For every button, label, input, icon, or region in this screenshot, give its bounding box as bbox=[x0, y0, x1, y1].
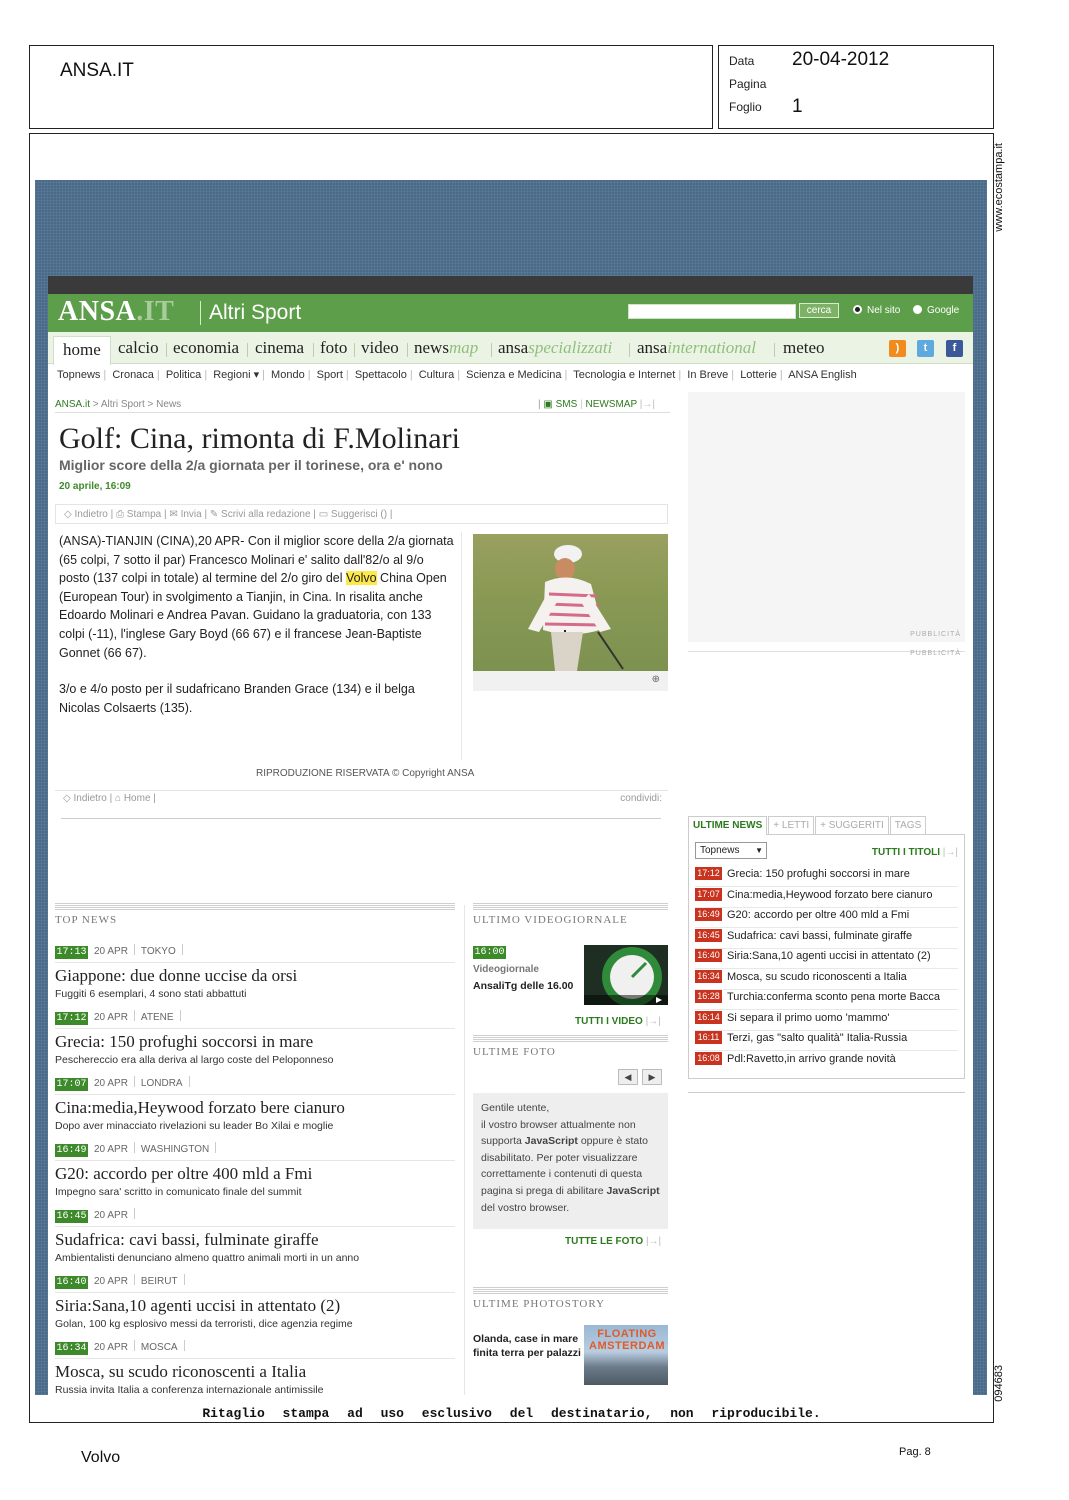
subnav-regioni[interactable]: Regioni ▾ bbox=[213, 369, 260, 381]
sms-icon: ▣ bbox=[543, 399, 553, 410]
tool-invia[interactable]: Invia bbox=[180, 509, 202, 520]
top-news-title[interactable]: Grecia: 150 profughi soccorsi in mare bbox=[55, 1032, 314, 1051]
back-icon: ◇ bbox=[64, 509, 72, 520]
right-column-rule bbox=[688, 1092, 965, 1093]
ad-label: PUBBLICITÀ bbox=[910, 650, 961, 657]
nav-newsmap[interactable]: newsmap bbox=[414, 338, 479, 357]
top-news-desc: Golan, 100 kg esplosivo messi da terroristi, dice agenzia regime bbox=[55, 1318, 353, 1330]
time-badge: 16:08 bbox=[695, 1052, 722, 1065]
article-photo[interactable] bbox=[473, 534, 668, 671]
home-icon: ⌂ bbox=[115, 793, 122, 804]
radio-nel-sito[interactable]: Nel sito bbox=[853, 305, 900, 316]
nav-divider bbox=[407, 343, 408, 357]
top-news-item[interactable]: 17:07 20 APR LONDRA Cina:media,Heywood forzato bere cianuro Dopo aver minacciato rivelazioni su leader Bo Xilai e moglie bbox=[55, 1076, 455, 1132]
tab-letti[interactable]: + LETTI bbox=[768, 816, 814, 835]
latest-news-item[interactable]: 16:34 Mosca, su scudo riconoscenti a Italia bbox=[695, 970, 958, 990]
photo-pager bbox=[614, 1067, 662, 1085]
nav-divider bbox=[313, 343, 314, 357]
top-news-desc: Dopo aver minacciato rivelazioni su leader Bo Xilai e moglie bbox=[55, 1120, 334, 1132]
time-badge: 16:00 bbox=[474, 947, 505, 958]
nav-foto[interactable]: foto bbox=[320, 338, 348, 357]
top-news-heading: TOP NEWS bbox=[55, 903, 455, 925]
highlight-keyword: Volvo bbox=[345, 571, 377, 586]
top-news-title[interactable]: Siria:Sana,10 agenti uccisi in attentato (2) bbox=[55, 1296, 341, 1315]
category-select[interactable]: Topnews ▼ bbox=[695, 842, 767, 859]
comment-icon: ▭ bbox=[318, 509, 329, 520]
video-title[interactable]: AnsaliTg delle 16.00 bbox=[473, 980, 574, 992]
ad-banner-top[interactable] bbox=[688, 392, 965, 642]
top-news-item[interactable]: 16:45 20 APR Sudafrica: cavi bassi, fulminate giraffe Ambientalisti denunciano almeno quattro animali morti in un anno bbox=[55, 1208, 455, 1264]
radio-google[interactable]: Google bbox=[913, 305, 959, 316]
top-news-desc: Russia invita Italia a conferenza internazionale antimissile bbox=[55, 1384, 324, 1395]
article-paragraph: (ANSA)-TIANJIN (CINA),20 APR- Con il miglior score della 2/a giornata (65 colpi, 7 sotto il par) Francesco Molinari e' salito dall'82/o al 9/o posto (137 colpi in totale) al termine del 2/o giro del Volvo China Open (European Tour) in svolgimento a Tianjin, in Cina. In risalita anche Edoardo Molinari e Andrea Pavan. Guidano la graduatoria, con 133 colpi (-11), l'inglese Gary Boyd (66 67) e il francese Jean-Baptiste Gonnet (66 67). bbox=[59, 534, 454, 660]
video-label: Videogiornale bbox=[473, 964, 539, 975]
header-divider bbox=[200, 301, 201, 325]
foglio-label: Foglio bbox=[729, 100, 762, 114]
radio-selected-icon bbox=[853, 305, 862, 314]
article-links: | ▣ SMS | NEWSMAP |→| bbox=[538, 399, 655, 410]
thumb-text: FLOATING bbox=[597, 1328, 657, 1340]
article-toolbar: ◇ Indietro | ⎙ Stampa | ✉ Invia | ✎ Scrivi alla redazione | ▭ Suggerisci () | bbox=[55, 504, 668, 524]
ad-label: PUBBLICITÀ bbox=[910, 631, 961, 638]
time-badge: 16:49 bbox=[695, 908, 722, 921]
video-thumbnail[interactable] bbox=[584, 945, 668, 1005]
latest-news-item[interactable]: 16:08 Pdl:Ravetto,in arrivo grande novità bbox=[695, 1052, 958, 1072]
photostory-thumbnail[interactable] bbox=[584, 1325, 668, 1385]
time-badge: 16:28 bbox=[695, 990, 722, 1003]
subnav-tecnologia-internet[interactable]: Tecnologia e Internet bbox=[573, 369, 676, 381]
side-url: www.ecostampa.it bbox=[993, 143, 1005, 232]
article-subtitle: Miglior score della 2/a giornata per il torinese, ora e' nono bbox=[59, 457, 443, 473]
clipping-source-box bbox=[29, 45, 713, 129]
time-badge: 16:49 bbox=[56, 1145, 87, 1156]
nav-ansa-international[interactable]: ansainternational bbox=[637, 338, 756, 357]
nav-divider bbox=[629, 343, 630, 357]
data-value: 20-04-2012 bbox=[792, 49, 890, 70]
time-badge: 16:45 bbox=[56, 1211, 87, 1222]
news-tabs bbox=[688, 815, 965, 835]
subnav-topnews[interactable]: Topnews bbox=[57, 369, 101, 381]
zoom-icon[interactable]: ⊕ bbox=[651, 674, 660, 685]
rss-icon[interactable]: ) bbox=[889, 340, 906, 357]
top-news-title[interactable]: Giappone: due donne uccise da orsi bbox=[55, 966, 298, 985]
time-badge: 16:14 bbox=[695, 1011, 722, 1024]
section-title: Altri Sport bbox=[209, 301, 302, 324]
nav-calcio[interactable]: calcio bbox=[118, 338, 159, 357]
site-header bbox=[48, 294, 973, 332]
time-badge: 17:12 bbox=[695, 867, 722, 880]
pagina-label: Pagina bbox=[729, 77, 767, 91]
clipping-footer-note: Ritaglio stampa ad uso esclusivo del destinatario, non riproducibile. bbox=[202, 1406, 821, 1421]
ad-banner-second[interactable] bbox=[688, 651, 965, 791]
browser-top-band bbox=[48, 276, 973, 294]
top-news-desc: Fuggiti 6 esemplari, 4 sono stati abbattuti bbox=[55, 988, 247, 1000]
top-news-item[interactable]: 16:49 20 APR WASHINGTON G20: accordo per oltre 400 mld a Fmi Impegno sara' scritto in comunicato finale del summit bbox=[55, 1142, 455, 1198]
mail-icon: ✉ bbox=[169, 509, 178, 520]
tool-scrivi-redazione[interactable]: Scrivi alla redazione bbox=[221, 509, 311, 520]
time-badge: 16:34 bbox=[56, 1343, 87, 1354]
next-arrow-icon[interactable]: ▶ bbox=[642, 1069, 662, 1085]
facebook-icon[interactable]: f bbox=[946, 340, 963, 357]
tab-ultime-news[interactable]: ULTIME NEWS bbox=[688, 816, 767, 835]
time-badge: 17:07 bbox=[695, 888, 722, 901]
all-photos-link[interactable]: TUTTE LE FOTO |→| bbox=[565, 1236, 662, 1247]
time-badge: 16:11 bbox=[695, 1031, 722, 1044]
side-code: 094683 bbox=[993, 1365, 1005, 1402]
time-badge: 16:40 bbox=[695, 949, 722, 962]
top-news-title[interactable]: G20: accordo per oltre 400 mld a Fmi bbox=[55, 1164, 313, 1183]
top-news-title[interactable]: Mosca, su scudo riconoscenti a Italia bbox=[55, 1362, 307, 1381]
clipping-source: ANSA.IT bbox=[60, 60, 134, 81]
article-end-rule bbox=[61, 818, 661, 819]
article-date: 20 aprile, 16:09 bbox=[59, 481, 131, 492]
ansa-page bbox=[48, 294, 973, 1395]
photos-heading: ULTIME FOTO bbox=[473, 1035, 668, 1057]
photo-caption-bar bbox=[473, 671, 668, 691]
clipping-keyword: Volvo bbox=[81, 1449, 121, 1466]
latest-news-item[interactable]: 16:14 Si separa il primo uomo 'mammo' bbox=[695, 1011, 958, 1031]
search-input[interactable] bbox=[628, 304, 796, 319]
back-icon: ◇ bbox=[63, 793, 71, 804]
clipping-meta-box bbox=[718, 45, 994, 129]
article-body bbox=[59, 532, 454, 735]
prev-arrow-icon[interactable]: ◀ bbox=[618, 1069, 638, 1085]
main-nav bbox=[48, 332, 973, 364]
article-title: Golf: Cina, rimonta di F.Molinari bbox=[59, 422, 460, 455]
radio-empty-icon bbox=[913, 305, 922, 314]
nav-divider bbox=[354, 343, 355, 357]
all-titles-link[interactable]: TUTTI I TITOLI |→| bbox=[871, 847, 958, 858]
search-button[interactable]: cerca bbox=[799, 303, 839, 318]
latest-news-item[interactable]: 16:40 Siria:Sana,10 agenti uccisi in attentato (2) bbox=[695, 949, 958, 969]
photostory-title[interactable]: Olanda, case in mare finita terra per palazzi bbox=[473, 1333, 581, 1359]
top-news-item[interactable]: 17:12 20 APR ATENE Grecia: 150 profughi soccorsi in mare Peschereccio era alla deriva al largo coste del Peloponneso bbox=[55, 1010, 455, 1066]
nav-home[interactable]: home bbox=[53, 336, 111, 365]
latest-news-item[interactable]: 16:11 Terzi, gas "salto qualità" Italia-Russia bbox=[695, 1031, 958, 1051]
top-news-desc: Impegno sara' scritto in comunicato finale del summit bbox=[55, 1186, 302, 1198]
subnav-in-breve[interactable]: In Breve bbox=[687, 369, 729, 381]
newsmap-link[interactable]: NEWSMAP bbox=[585, 399, 637, 410]
top-news-desc: Ambientalisti denunciano almeno quattro animali morti in un anno bbox=[55, 1252, 360, 1264]
top-news-item[interactable]: 17:13 20 APR TOKYO Giappone: due donne uccise da orsi Fuggiti 6 esemplari, 4 sono stati abbattuti bbox=[55, 944, 455, 1000]
latest-news-item[interactable]: 16:45 Sudafrica: cavi bassi, fulminate giraffe bbox=[695, 929, 958, 949]
breadcrumb: ANSA.it > Altri Sport > News bbox=[55, 399, 182, 410]
browser-screenshot bbox=[35, 180, 987, 1395]
tool-suggerisci[interactable]: Suggerisci () bbox=[330, 509, 388, 520]
nav-ansa-specializzati[interactable]: ansaspecializzati bbox=[498, 338, 613, 357]
nav-divider bbox=[774, 343, 775, 357]
all-videos-link[interactable]: TUTTI I VIDEO |→| bbox=[575, 1016, 661, 1027]
latest-news-item[interactable]: 16:49 G20: accordo per oltre 400 mld a Fmi bbox=[695, 908, 958, 928]
top-news-item[interactable]: 16:40 20 APR BEIRUT Siria:Sana,10 agenti uccisi in attentato (2) Golan, 100 kg esplosivo messi da terroristi, dice agenzia regime bbox=[55, 1274, 455, 1330]
article-rule bbox=[55, 412, 670, 413]
tool-stampa[interactable]: Stampa bbox=[126, 509, 162, 520]
print-icon: ⎙ bbox=[116, 509, 124, 520]
twitter-icon[interactable]: t bbox=[917, 340, 934, 357]
top-news-title[interactable]: Sudafrica: cavi bassi, fulminate giraffe bbox=[55, 1230, 319, 1249]
photo-divider bbox=[461, 532, 462, 760]
subnav-sport[interactable]: Sport bbox=[316, 369, 343, 381]
subnav-spettacolo[interactable]: Spettacolo bbox=[354, 369, 407, 381]
tool2-indietro[interactable]: Indietro bbox=[73, 793, 107, 804]
sms-link[interactable]: SMS bbox=[555, 399, 578, 410]
time-badge: 17:13 bbox=[56, 947, 87, 958]
thumb-text: AMSTERDAM bbox=[589, 1340, 665, 1352]
ansa-logo[interactable]: ANSA.IT bbox=[58, 296, 175, 327]
data-label: Data bbox=[729, 54, 755, 68]
time-badge: 16:40 bbox=[56, 1277, 87, 1288]
subnav-mondo[interactable]: Mondo bbox=[271, 369, 305, 381]
subnav-ansa-english[interactable]: ANSA English bbox=[788, 369, 857, 381]
copyright: RIPRODUZIONE RISERVATA © Copyright ANSA bbox=[256, 768, 475, 779]
subnav-scienza-medicina[interactable]: Scienza e Medicina bbox=[466, 369, 562, 381]
top-news-title[interactable]: Cina:media,Heywood forzato bere cianuro bbox=[55, 1098, 345, 1117]
nav-video[interactable]: video bbox=[361, 338, 399, 357]
nav-cinema[interactable]: cinema bbox=[255, 338, 305, 357]
nav-divider bbox=[247, 343, 248, 357]
nav-divider bbox=[166, 343, 167, 357]
time-badge: 17:12 bbox=[56, 1013, 87, 1024]
column-divider bbox=[464, 905, 465, 1395]
latest-news-item[interactable]: 17:12 Grecia: 150 profughi soccorsi in mare bbox=[695, 867, 958, 887]
nav-meteo[interactable]: meteo bbox=[783, 338, 825, 357]
subnav-cultura[interactable]: Cultura bbox=[418, 369, 455, 381]
photostory-heading: ULTIME PHOTOSTORY bbox=[473, 1287, 668, 1309]
top-news-item[interactable]: 16:34 20 APR MOSCA Mosca, su scudo riconoscenti a Italia Russia invita Italia a conferenza internazionale antimissile bbox=[55, 1340, 455, 1395]
time-badge: 16:45 bbox=[695, 929, 722, 942]
tool2-home[interactable]: Home bbox=[123, 793, 151, 804]
clipping-page: Pag. 8 bbox=[899, 1446, 931, 1458]
tab-tags[interactable]: TAGS bbox=[890, 816, 926, 835]
article-paragraph: 3/o e 4/o posto per il sudafricano Branden Grace (134) e il belga Nicolas Colsaerts (135). bbox=[59, 682, 415, 715]
tab-suggeriti[interactable]: + SUGGERITI bbox=[815, 816, 889, 835]
latest-news-item[interactable]: 16:28 Turchia:conferma sconto pena morte Bacca bbox=[695, 990, 958, 1010]
article-toolbar-bottom: ◇ Indietro | ⌂ Home | condividi: bbox=[55, 790, 668, 806]
nav-economia[interactable]: economia bbox=[173, 338, 240, 357]
foglio-value: 1 bbox=[792, 96, 803, 117]
latest-news-item[interactable]: 17:07 Cina:media,Heywood forzato bere cianuro bbox=[695, 888, 958, 908]
subnav-lotterie[interactable]: Lotterie bbox=[740, 369, 777, 381]
top-news-desc: Peschereccio era alla deriva al largo coste del Peloponneso bbox=[55, 1054, 334, 1066]
video-heading: ULTIMO VIDEOGIORNALE bbox=[473, 903, 668, 925]
subnav-cronaca[interactable]: Cronaca bbox=[112, 369, 154, 381]
time-badge: 16:34 bbox=[695, 970, 722, 983]
breadcrumb-home[interactable]: ANSA.it bbox=[55, 399, 91, 410]
share-label: condividi: bbox=[620, 793, 662, 804]
tool-indietro[interactable]: Indietro bbox=[74, 509, 108, 520]
subnav-politica[interactable]: Politica bbox=[165, 369, 202, 381]
sub-nav: Topnews | Cronaca | Politica | Regioni ▾ | Mondo | Sport | Spettacolo | Cultura | Scienza e Medicina | Tecnologia e Internet | In Breve | Lotterie | ANSA English bbox=[57, 369, 857, 381]
time-badge: 17:07 bbox=[56, 1079, 87, 1090]
javascript-notice: Gentile utente, il vostro browser attualmente non supporta JavaScript oppure è stato disabilitato. Per poter visualizzare correttamente i contenuti di questa pagina si prega di abilitare JavaScript del vostro browser. bbox=[473, 1093, 668, 1229]
chevron-down-icon: ▼ bbox=[755, 846, 763, 855]
pen-icon: ✎ bbox=[209, 509, 219, 520]
latest-news-box bbox=[688, 835, 965, 1079]
nav-divider bbox=[491, 343, 492, 357]
